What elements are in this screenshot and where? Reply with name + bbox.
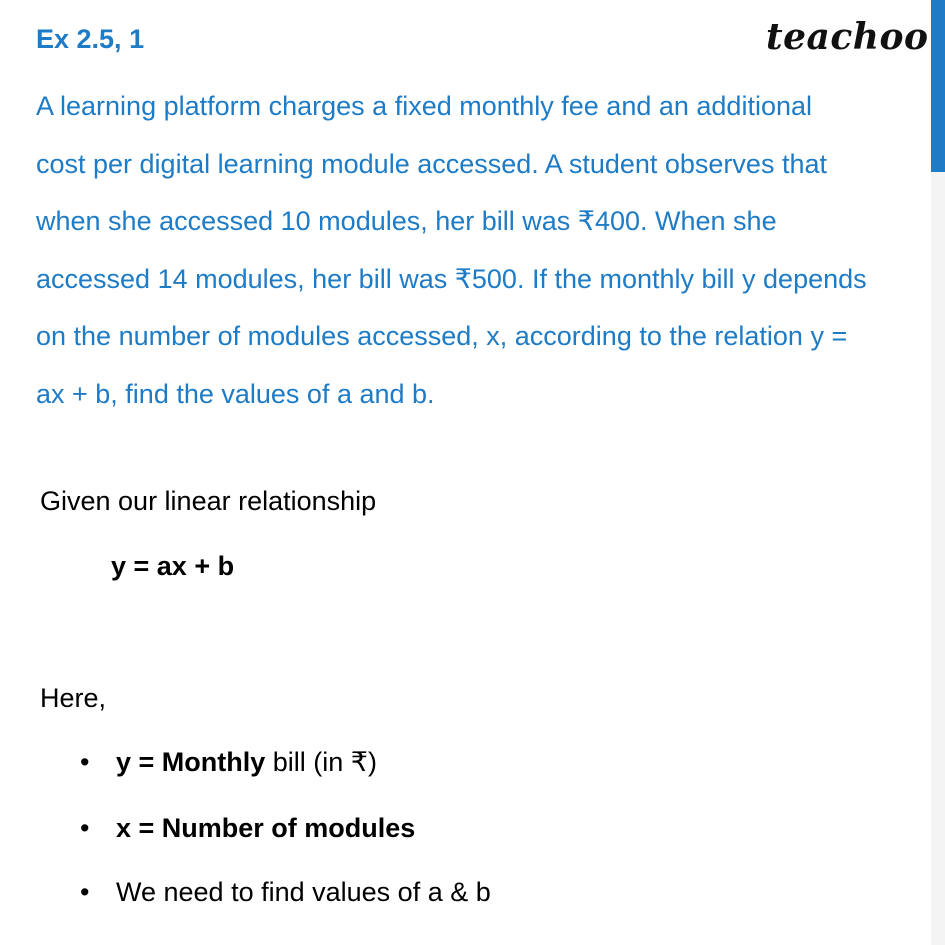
- question-line: A learning platform charges a fixed monthly fee and an additional: [36, 91, 812, 121]
- bullet-icon: •: [80, 877, 90, 907]
- bullet-item: [80, 747, 377, 778]
- bullet-bold-text: x = Number of modules: [116, 813, 416, 843]
- question-line: cost per digital learning module accessed. A student observes that: [36, 148, 827, 179]
- bullet-item: [80, 877, 491, 908]
- question-line: accessed 14 modules, her bill was ₹500. If the monthly bill y depends: [36, 263, 867, 294]
- question-line: on the number of modules accessed, x, according to the relation y =: [36, 321, 848, 351]
- bullet-item: [80, 813, 415, 844]
- teachoo-logo: teachoo: [766, 16, 929, 58]
- question-line: ax + b, find the values of a and b.: [36, 378, 435, 409]
- given-text: Given our linear relationship: [40, 486, 377, 516]
- bullet-icon: •: [80, 747, 90, 777]
- question-line: when she accessed 10 modules, her bill was ₹400. When she: [36, 206, 777, 236]
- scrollbar-thumb[interactable]: [931, 0, 945, 172]
- bullet-bold-text: y = Monthly: [116, 747, 266, 777]
- question-text: [36, 78, 936, 423]
- bullet-text: We need to find values of a & b: [116, 877, 491, 907]
- linear-equation: y = ax + b: [111, 551, 235, 581]
- bullet-icon: •: [80, 813, 90, 843]
- here-label: Here,: [40, 683, 107, 713]
- exercise-title: Ex 2.5, 1: [36, 24, 145, 54]
- bullet-text: bill (in ₹): [265, 747, 377, 777]
